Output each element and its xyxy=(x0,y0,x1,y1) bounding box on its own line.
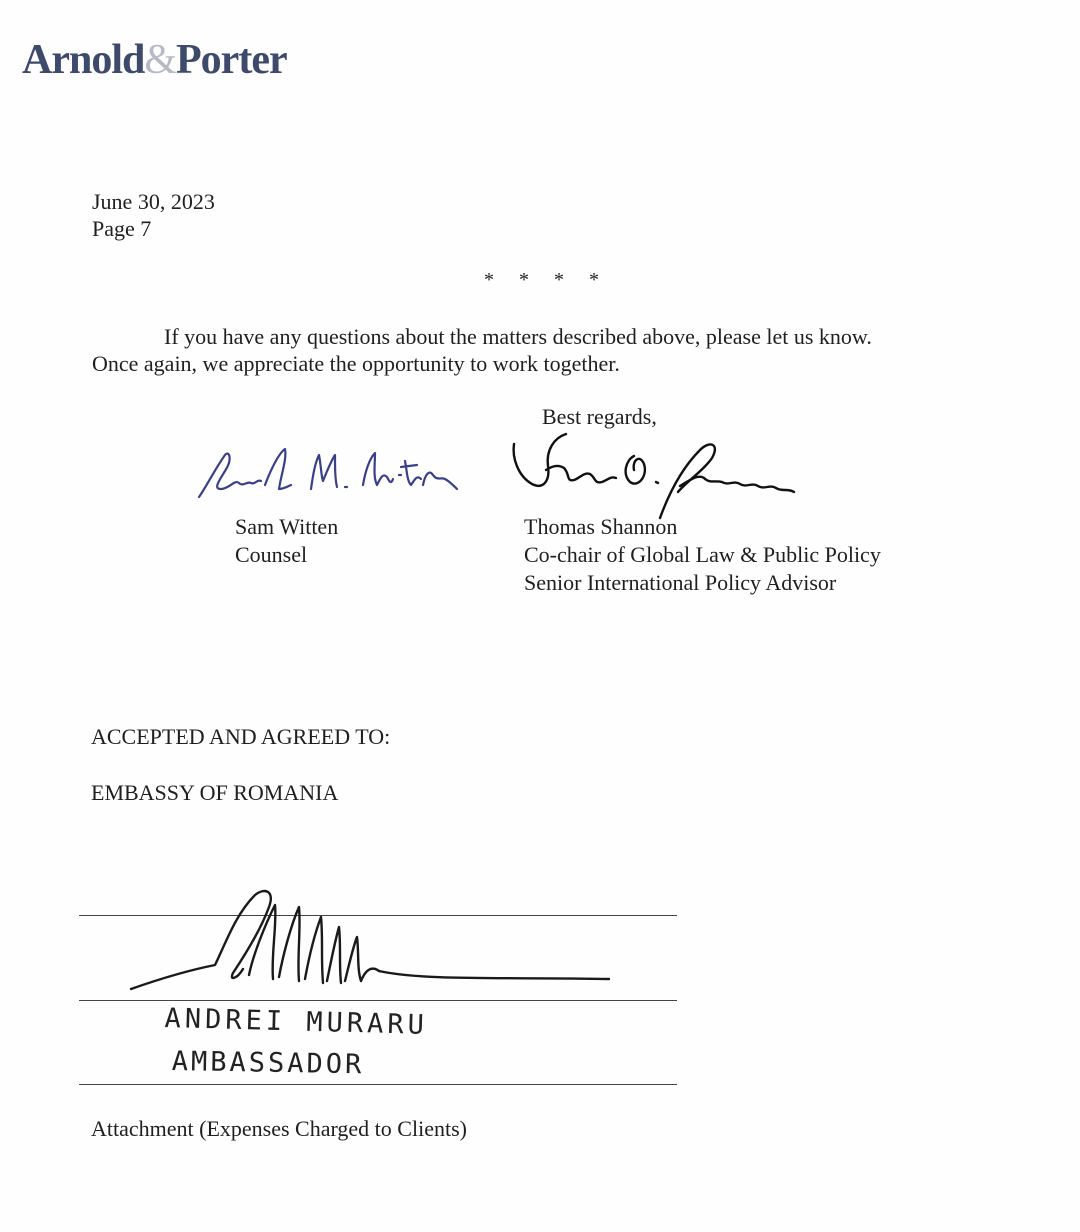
signature-line-middle xyxy=(79,1000,677,1001)
body-line-1: If you have any questions about the matters described above, please let us know. xyxy=(164,324,872,349)
signatory-1-title: Counsel xyxy=(235,542,308,567)
signatory-2-name: Thomas Shannon xyxy=(524,514,678,539)
signature-thomas-shannon xyxy=(510,430,800,522)
signature-sam-witten xyxy=(195,445,460,505)
firm-logo xyxy=(22,36,287,84)
signatory-2-title-line-1: Co-chair of Global Law & Public Policy xyxy=(524,542,881,567)
attachment-note: Attachment (Expenses Charged to Clients) xyxy=(91,1116,467,1141)
page-number: Page 7 xyxy=(92,216,152,241)
handwritten-signatory-title: AMBASSADOR xyxy=(171,1046,365,1081)
signature-line-bottom xyxy=(79,1084,677,1085)
logo-part-1: Arnold xyxy=(22,37,145,83)
letter-date: June 30, 2023 xyxy=(92,189,215,214)
closing: Best regards, xyxy=(542,404,657,429)
handwritten-signatory-name: ANDREI MURARU xyxy=(164,1003,429,1041)
signatory-2-title-line-2: Senior International Policy Advisor xyxy=(524,570,837,595)
section-break: * * * * xyxy=(484,269,609,291)
acceptance-party: EMBASSY OF ROMANIA xyxy=(91,780,339,805)
signatory-1-name: Sam Witten xyxy=(235,514,339,539)
signature-ambassador xyxy=(125,885,615,1000)
acceptance-heading: ACCEPTED AND AGREED TO: xyxy=(91,724,391,749)
logo-ampersand: & xyxy=(144,37,177,83)
logo-part-2: Porter xyxy=(176,37,287,83)
body-line-2: Once again, we appreciate the opportunity to work together. xyxy=(92,351,620,376)
